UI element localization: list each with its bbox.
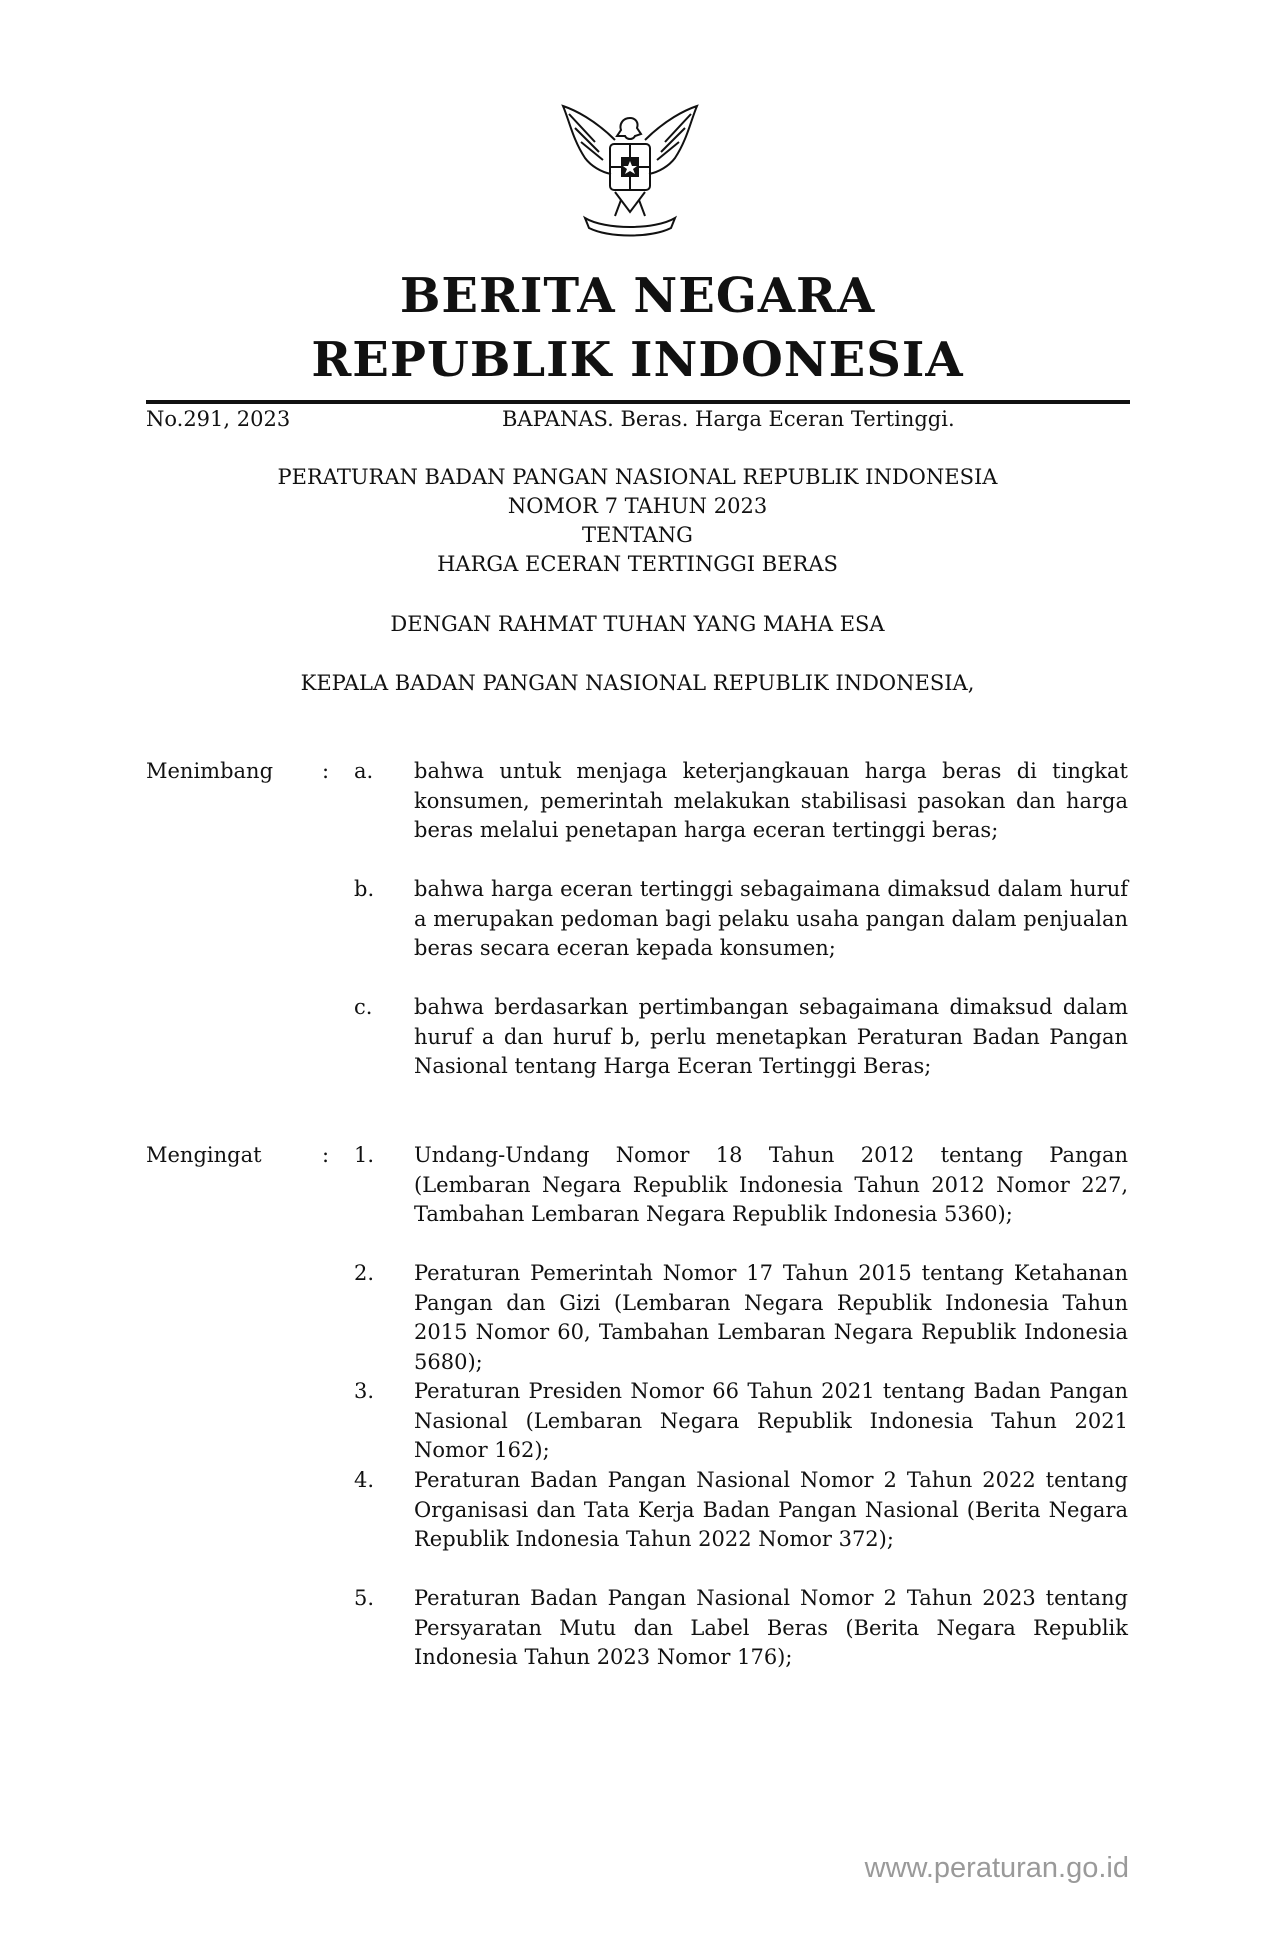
regulation-title-line-3: TENTANG [582, 523, 693, 547]
item-marker: 4. [354, 1468, 375, 1492]
item-marker: 1. [354, 1143, 375, 1167]
gazette-subject: BAPANAS. Beras. Harga Eceran Tertinggi. [502, 407, 955, 431]
masthead-line-2: REPUBLIK INDONESIA [311, 332, 964, 388]
item-text: Peraturan Pemerintah Nomor 17 Tahun 2015 tentang Ketahanan Pangan dan Gizi (Lembaran Negara Republik Indonesia Tahun 2015 Nomor 60, Tambahan Lembaran Negara Republik Indonesia 5680); [414, 1261, 1128, 1374]
item-marker: 3. [354, 1379, 375, 1403]
item-text: Peraturan Badan Pangan Nasional Nomor 2 Tahun 2022 tentang Organisasi dan Tata Kerja Badan Pangan Nasional (Berita Negara Republik Indonesia Tahun 2022 Nomor 372); [414, 1468, 1128, 1551]
item-marker: 5. [354, 1586, 375, 1610]
item-text: bahwa untuk menjaga keterjangkauan harga beras di tingkat konsumen, pemerintah melakukan stabilisasi pasokan dan harga beras melalui penetapan harga eceran tertinggi beras; [414, 759, 1128, 842]
item-text: bahwa harga eceran tertinggi sebagaimana dimaksud dalam huruf a merupakan pedoman bagi pelaku usaha pangan dalam penjualan beras secara eceran kepada konsumen; [414, 877, 1128, 960]
mengingat-label: Mengingat [146, 1143, 262, 1167]
menimbang-colon: : [322, 759, 330, 783]
garuda-emblem-icon [555, 100, 705, 240]
item-text: Undang-Undang Nomor 18 Tahun 2012 tentang Pangan (Lembaran Negara Republik Indonesia Tahun 2012 Nomor 227, Tambahan Lembaran Negara Republik Indonesia 5360); [414, 1143, 1128, 1226]
masthead-divider [146, 400, 1130, 404]
gazette-number: No.291, 2023 [146, 407, 291, 431]
regulation-title-line-4: HARGA ECERAN TERTINGGI BERAS [437, 552, 838, 576]
item-text: Peraturan Presiden Nomor 66 Tahun 2021 tentang Badan Pangan Nasional (Lembaran Negara Republik Indonesia Tahun 2021 Nomor 162); [414, 1379, 1128, 1462]
mengingat-colon: : [322, 1143, 330, 1167]
regulation-title-line-1: PERATURAN BADAN PANGAN NASIONAL REPUBLIK INDONESIA [277, 465, 998, 489]
issuing-official: KEPALA BADAN PANGAN NASIONAL REPUBLIK INDONESIA, [300, 671, 975, 695]
menimbang-label: Menimbang [146, 759, 274, 783]
footer-url[interactable]: www.peraturan.go.id [864, 1852, 1129, 1884]
regulation-title-line-2: NOMOR 7 TAHUN 2023 [507, 494, 768, 518]
item-text: bahwa berdasarkan pertimbangan sebagaimana dimaksud dalam huruf a dan huruf b, perlu menetapkan Peraturan Badan Pangan Nasional tentang Harga Eceran Tertinggi Beras; [414, 995, 1128, 1078]
invocation: DENGAN RAHMAT TUHAN YANG MAHA ESA [390, 612, 885, 636]
item-marker: b. [354, 877, 375, 901]
masthead-line-1: BERITA NEGARA [399, 268, 876, 324]
item-marker: 2. [354, 1261, 375, 1285]
item-text: Peraturan Badan Pangan Nasional Nomor 2 Tahun 2023 tentang Persyaratan Mutu dan Label Beras (Berita Negara Republik Indonesia Tahun 2023 Nomor 176); [414, 1586, 1128, 1669]
item-marker: a. [354, 759, 374, 783]
item-marker: c. [354, 995, 373, 1019]
